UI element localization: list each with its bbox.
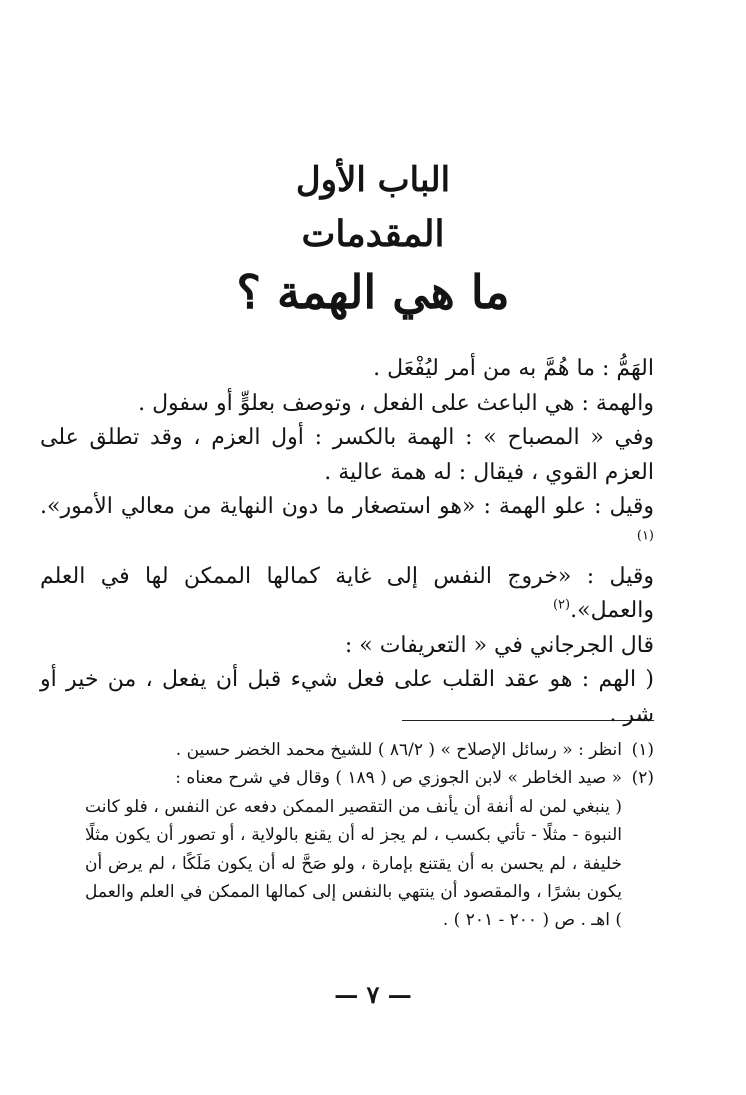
quote-paragraph xyxy=(40,560,654,629)
footnote-divider xyxy=(402,720,654,721)
definition-line: والهمة : هي الباعث على الفعل ، وتوصف بعلوٍّ أو سفول . xyxy=(138,390,654,416)
jurjani-definition: ( الهم : هو عقد القلب على فعل شيء قبل أن يفعل ، من خير أو شر . xyxy=(40,667,654,727)
footnotes xyxy=(85,736,654,935)
footnote-text: « صيد الخاطر » لابن الجوزي ص ( ١٨٩ ) وقال في شرح معناه : xyxy=(175,768,622,789)
question-heading: ما هي الهمة ؟ xyxy=(236,265,510,319)
footnote-marker: (١) xyxy=(636,528,654,544)
chapter-heading: الباب الأول xyxy=(295,160,451,200)
quote-paragraph xyxy=(40,490,654,559)
jurjani-intro: قال الجرجاني في « التعريفات » : xyxy=(344,632,654,658)
page-number: — ٧ — xyxy=(334,980,412,1009)
footnote-item xyxy=(85,764,654,792)
footnote-number: (٢) xyxy=(631,768,654,789)
footnote-item xyxy=(85,736,654,764)
main-text xyxy=(40,352,654,733)
footnote-text: انظر : « رسائل الإصلاح » ( ٨٦/٢ ) للشيخ محمد الخضر حسين . xyxy=(175,740,622,760)
footnote-number: (١) xyxy=(631,740,654,760)
footnote-marker: (٢) xyxy=(552,597,571,613)
footnote-continuation: ( ينبغي لمن له أنفة أن يأنف من التقصير الممكن دفعه عن النفس ، فلو كانت النبوة - مثلًا - تأتي بكسب ، لم يجز له أن يقنع بالولاية ، أو تصور أن يكون مثلًا خليفة ، لم يحسن به أن يقتنع بإمارة ، ولو صَحَّ له أن يكون مَلَكًا ، لم يرض أن يكون بشرًا ، والمقصود أن ينتهي بالنفس إلى كمالها الممكن في العلم والعمل ) اهـ . ص ( ٢٠٠ - ٢٠١ ) . xyxy=(85,796,622,931)
definition-line: وفي « المصباح » : الهمة بالكسر : أول العزم ، وقد تطلق على العزم القوي ، فيقال : له همة عالية . xyxy=(40,425,654,485)
section-heading: المقدمات xyxy=(301,213,445,255)
quote-text: وقيل : علو الهمة : «هو استصغار ما دون النهاية من معالي الأمور». xyxy=(40,494,654,520)
definition-line: الهَمُّ : ما هُمَّ به من أمر ليُفْعَل . xyxy=(373,356,654,381)
quote-text: وقيل : «خروج النفس إلى غاية كمالها الممكن لها في العلم والعمل». xyxy=(40,563,654,624)
